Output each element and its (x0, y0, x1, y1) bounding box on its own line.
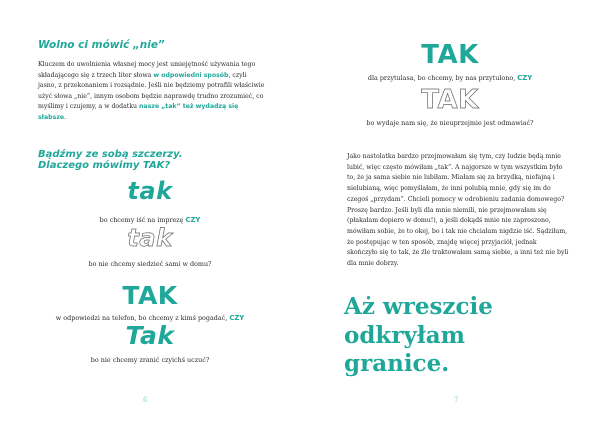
intro-text-1: Kluczem do uwolnienia własnej mocy jest umiejętność używania tego składającego się z trzech liter słowa (38, 61, 256, 79)
example-3-yes (300, 74, 600, 82)
example-1-yes-text: bo chcemy iść na imprezę (99, 216, 184, 224)
section-heading-line-2: Dlaczego mówimy TAK? (38, 160, 171, 171)
section-heading (38, 149, 238, 171)
example-1-no: bo nie chcemy siedzieć sami w domu? (88, 260, 212, 268)
czy-label: CZY (229, 314, 245, 322)
section-heading-line-1: Bądźmy ze sobą szczerzy. (38, 149, 183, 160)
finale-line-1: Aż wreszcie (344, 293, 493, 320)
example-3-yes-text: dla przytulasa, bo chcemy, by nas przytulono, (367, 74, 516, 82)
page-title: Wolno ci mówić „nie” (38, 39, 165, 51)
czy-label: CZY (517, 74, 533, 82)
intro-highlight-1: w odpowiedni sposób (153, 71, 229, 79)
czy-label: CZY (185, 216, 201, 224)
intro-text-2: , czyli jasno, z przekonaniem i rozsądnie. Jeśli nie będziemy potrafili właściwie użyć słowa „nie”, innym osobom będzie naprawdę trudno zrozumieć, co myślimy i czujemy, a w dodatku (38, 71, 265, 111)
intro-paragraph (38, 60, 266, 124)
word-tak-caps: TAK (122, 281, 178, 310)
word-tak-mixed: Tak (125, 321, 175, 350)
word-tak-script-outline: tak (127, 224, 173, 252)
finale-line-2: odkryłam (344, 321, 465, 349)
word-tak-script: tak (127, 177, 173, 205)
intro-highlight-2: nasze „tak” też wydadzą się słabsze (38, 103, 239, 121)
page-number: 6 (143, 396, 148, 404)
example-2-yes-text: w odpowiedzi na telefon, bo chcemy z kimś pogadać, (55, 314, 228, 322)
page-number: 7 (454, 396, 459, 404)
word-tak-caps-outline: TAK (421, 85, 479, 115)
right-page (300, 0, 600, 427)
example-2-no: bo nie chcemy zranić czyichś uczuć? (90, 356, 210, 364)
intro-text-3: . (64, 113, 67, 121)
story-paragraph: Jako nastolatka bardzo przejmowałam się tym, czy ludzie będą mnie lubić, więc często mówiłam „tak”. A najgorsze w tym wszystkim było to, że ja sama siebie nie lubiłam. Miałam się za brzydką, niefajną i nielubianą, więc pomyślałam, że inni polubią mnie, gdy się im do czegoś „przydam”. Chcieli pomocy w odrobieniu zadania domowego? Proszę bardzo. Jeśli byli dla mnie niemili, nie przejmowałam się (płakałam dopiero w domu!), a jeśli dokądś mnie nie zaproszono, mówiłam sobie, że to okej, bo i tak nie chciałam nigdzie iść. Sądziłam, że postępując w ten sposób, znajdę więcej przyjaciół, jednak skończyło się to tak, że źle traktowałam samą siebie, a inni też nie byli dla mnie dobrzy. (347, 153, 569, 268)
word-tak-caps: TAK (421, 40, 479, 70)
finale-line-3: granice. (344, 350, 450, 377)
example-3-no: bo wydaje nam się, że nieuprzejmie jest odmawiać? (366, 119, 534, 127)
example-1-yes (0, 216, 300, 224)
finale-heading (344, 293, 584, 379)
